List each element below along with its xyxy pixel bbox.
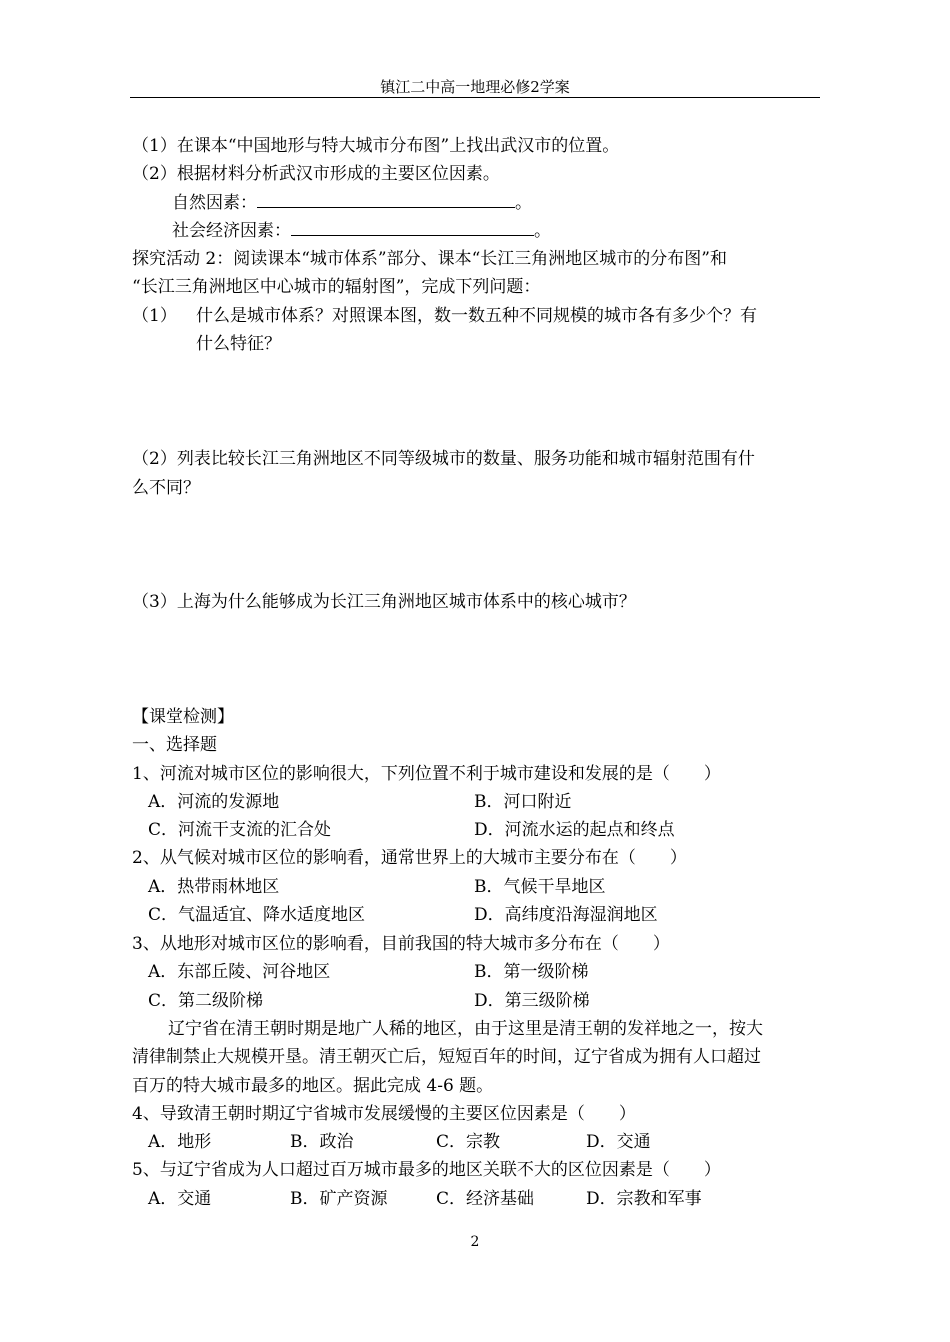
quiz-q2: 2、从气候对城市区位的影响看，通常世界上的大城市主要分布在（ ） <box>132 848 687 868</box>
quiz-q3-option-d: D．第三级阶梯 <box>474 991 590 1011</box>
question-1-2: （2）根据材料分析武汉市形成的主要区位因素。 <box>132 164 500 184</box>
social-factors-label: 社会经济因素： <box>172 221 291 241</box>
quiz-q1-option-c: C．河流干支流的汇合处 <box>148 820 332 840</box>
activity-2-line-2: “长江三角洲地区中心城市的辐射图”，完成下列问题： <box>132 277 541 297</box>
activity-2-q1-number: （1） <box>132 306 177 326</box>
quiz-q2-option-c: C．气温适宜、降水适度地区 <box>148 905 366 925</box>
page-number: 2 <box>470 1234 480 1250</box>
activity-2-q2-line-2: 么不同？ <box>132 478 200 498</box>
quiz-q4-option-a: A．地形 <box>148 1132 212 1152</box>
passage-line-2: 清律制禁止大规模开垦。清王朝灭亡后，短短百年的时间，辽宁省成为拥有人口超过 <box>132 1047 761 1067</box>
quiz-q2-option-d: D．高纬度沿海湿润地区 <box>474 905 658 925</box>
header-rule <box>130 97 820 98</box>
page-header-title: 镇江二中高一地理必修2学案 <box>380 78 570 96</box>
quiz-q4-option-c: C．宗教 <box>436 1132 501 1152</box>
social-factors-row <box>172 220 551 242</box>
quiz-q5-option-c: C．经济基础 <box>436 1189 535 1209</box>
question-1-1: （1）在课本“中国地形与特大城市分布图”上找出武汉市的位置。 <box>132 136 620 156</box>
activity-2-q1-line-1: 什么是城市体系？对照课本图，数一数五种不同规模的城市各有多少个？有 <box>196 306 757 326</box>
quiz-q3-option-a: A．东部丘陵、河谷地区 <box>148 962 331 982</box>
passage-line-3: 百万的特大城市最多的地区。据此完成 4-6 题。 <box>132 1076 494 1096</box>
quiz-q3-option-b: B．第一级阶梯 <box>474 962 589 982</box>
activity-2-q3: （3）上海为什么能够成为长江三角洲地区城市体系中的核心城市？ <box>132 592 636 612</box>
quiz-q1-option-b: B．河口附近 <box>474 792 572 812</box>
natural-factors-blank[interactable] <box>257 193 515 208</box>
activity-2-q1-line-2: 什么特征？ <box>196 334 281 354</box>
social-factors-blank[interactable] <box>291 221 534 236</box>
quiz-heading: 【课堂检测】 <box>132 707 234 727</box>
quiz-part-title: 一、选择题 <box>132 735 217 755</box>
passage-line-1: 辽宁省在清王朝时期是地广人稀的地区，由于这里是清王朝的发祥地之一，按大 <box>168 1019 763 1039</box>
quiz-q4-option-b: B．政治 <box>290 1132 354 1152</box>
quiz-q4-option-d: D．交通 <box>586 1132 651 1152</box>
natural-factors-end: 。 <box>515 193 532 213</box>
quiz-q1-option-d: D．河流水运的起点和终点 <box>474 820 675 840</box>
quiz-q3-option-c: C．第二级阶梯 <box>148 991 264 1011</box>
quiz-q4: 4、导致清王朝时期辽宁省城市发展缓慢的主要区位因素是（ ） <box>132 1104 636 1124</box>
quiz-q2-option-a: A．热带雨林地区 <box>148 877 280 897</box>
quiz-q5-option-d: D．宗教和军事 <box>586 1189 702 1209</box>
natural-factors-row <box>172 192 532 214</box>
quiz-q5-option-a: A．交通 <box>148 1189 212 1209</box>
natural-factors-label: 自然因素： <box>172 193 257 213</box>
quiz-q5: 5、与辽宁省成为人口超过百万城市最多的地区关联不大的区位因素是（ ） <box>132 1160 721 1180</box>
activity-2-q2-line-1: （2）列表比较长江三角洲地区不同等级城市的数量、服务功能和城市辐射范围有什 <box>132 449 755 469</box>
quiz-q1-option-a: A．河流的发源地 <box>148 792 280 812</box>
quiz-q1: 1、河流对城市区位的影响很大，下列位置不利于城市建设和发展的是（ ） <box>132 764 721 784</box>
activity-2-line-1: 探究活动 2：阅读课本“城市体系”部分、课本“长江三角洲地区城市的分布图”和 <box>132 249 727 269</box>
social-factors-end: 。 <box>534 221 551 241</box>
quiz-q2-option-b: B．气候干旱地区 <box>474 877 606 897</box>
quiz-q5-option-b: B．矿产资源 <box>290 1189 388 1209</box>
quiz-q3: 3、从地形对城市区位的影响看，目前我国的特大城市多分布在（ ） <box>132 934 670 954</box>
